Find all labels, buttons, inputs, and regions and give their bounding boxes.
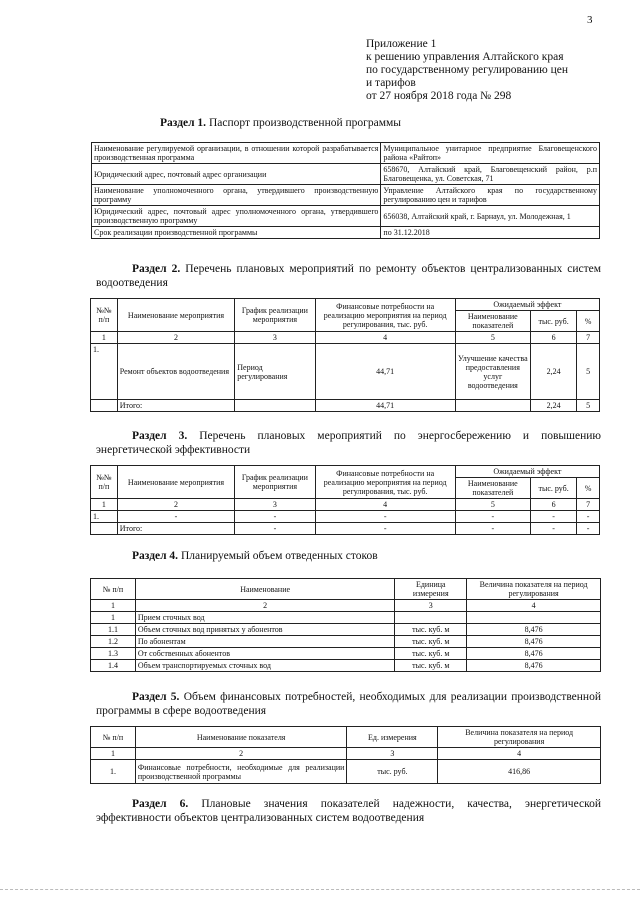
col-header: Наименование: [135, 579, 394, 600]
cell: -: [577, 523, 600, 535]
table-row: [92, 164, 600, 185]
section6-title: Плановые значения показателей надежности, качества, энергетической эффективности объектов централизованных систем водоотведения: [96, 798, 601, 824]
cell: -: [235, 523, 315, 535]
table-row: [92, 185, 600, 206]
col-number: 7: [577, 499, 600, 511]
cell: [91, 523, 118, 535]
table-row: [91, 612, 601, 624]
cell: -: [577, 511, 600, 523]
table-row: [91, 648, 601, 660]
column-number-row: [91, 332, 600, 344]
cell: 8,476: [467, 624, 601, 636]
col-number: 3: [235, 332, 315, 344]
col-header: № п/п: [91, 727, 136, 748]
section2-heading: [96, 262, 601, 290]
col-number: 4: [467, 600, 601, 612]
col-number: 1: [91, 499, 118, 511]
total-row: [91, 523, 600, 535]
cell: Ремонт объектов водоотведения: [117, 344, 234, 400]
cell: 2,24: [530, 400, 576, 412]
cell: тыс. куб. м: [395, 636, 467, 648]
col-header: тыс. руб.: [530, 478, 576, 499]
column-number-row: [91, 499, 600, 511]
table-row: [91, 344, 600, 400]
passport-value: Управление Алтайского края по государственному регулированию цен и тарифов: [381, 185, 600, 206]
col-header: %: [577, 478, 600, 499]
col-header: Наименование мероприятия: [117, 299, 234, 332]
passport-table: [91, 142, 600, 239]
appendix-line: к решению управления Алтайского края: [366, 51, 564, 63]
col-header: Наименование показателя: [135, 727, 347, 748]
cell: тыс. куб. м: [395, 624, 467, 636]
col-number: 2: [135, 748, 347, 760]
passport-value: по 31.12.2018: [381, 227, 600, 239]
cell: 8,476: [467, 648, 601, 660]
cell: По абонентам: [135, 636, 394, 648]
effluent-table: [90, 578, 601, 672]
cell: -: [235, 511, 315, 523]
appendix-line: Приложение 1: [366, 38, 437, 50]
col-header: Финансовые потребности на реализацию мероприятия на период регулирования, тыс. руб.: [315, 299, 455, 332]
table-row: [92, 227, 600, 239]
column-number-row: [91, 748, 601, 760]
table-row: [91, 624, 601, 636]
energy-table: [90, 465, 600, 535]
col-header: Наименование мероприятия: [117, 466, 234, 499]
cell: [235, 400, 315, 412]
passport-label: Юридический адрес, почтовый адрес уполномоченного органа, утвердившего производственную программу: [92, 206, 381, 227]
passport-value: Муниципальное унитарное предприятие Благовещенского района «Райтоп»: [381, 143, 600, 164]
cell: 1.1: [91, 624, 136, 636]
section1-heading: [160, 116, 401, 130]
col-header: Ожидаемый эффект: [455, 466, 599, 478]
cell: Улучшение качества предоставления услуг водоотведения: [455, 344, 530, 400]
cell: 1: [91, 612, 136, 624]
cell: -: [455, 523, 530, 535]
col-header: Величина показателя на период регулирования: [438, 727, 601, 748]
col-header: № п/п: [91, 579, 136, 600]
passport-label: Наименование уполномоченного органа, утвердившего производственную программу: [92, 185, 381, 206]
table-row: [92, 143, 600, 164]
cell: От собственных абонентов: [135, 648, 394, 660]
col-number: 5: [455, 332, 530, 344]
passport-value: 656038, Алтайский край, г. Барнаул, ул. Молодежная, 1: [381, 206, 600, 227]
section3-title: Перечень плановых мероприятий по энергосбережению и повышению энергетической эффективности: [96, 430, 602, 456]
section1-number: Раздел 1.: [160, 117, 207, 129]
col-number: 2: [117, 332, 234, 344]
cell: -: [315, 523, 455, 535]
cell: 416,86: [438, 760, 601, 784]
cell: тыс. куб. м: [395, 660, 467, 672]
section2-number: Раздел 2.: [132, 263, 181, 275]
cell: 1.2: [91, 636, 136, 648]
table-header-row: [91, 579, 601, 600]
cell: [91, 400, 118, 412]
section5-title: Объем финансовых потребностей, необходимых для реализации производственной программы в сфере водоотведения: [96, 691, 601, 717]
col-header: Единица измерения: [395, 579, 467, 600]
column-number-row: [91, 600, 601, 612]
col-number: 1: [91, 332, 118, 344]
table-row: [92, 206, 600, 227]
table-header-row: [91, 727, 601, 748]
col-number: 3: [395, 600, 467, 612]
section4-title: Планируемый объем отведенных стоков: [180, 550, 378, 562]
col-number: 4: [315, 499, 455, 511]
repair-table: [90, 298, 600, 412]
col-number: 3: [347, 748, 438, 760]
cell: 5: [577, 344, 600, 400]
col-header: Наименование показателей: [455, 478, 530, 499]
finance-table: [90, 726, 601, 784]
cell: [455, 400, 530, 412]
col-header: Наименование показателей: [455, 311, 530, 332]
col-number: 3: [235, 499, 315, 511]
total-row: [91, 400, 600, 412]
section4-heading: [132, 549, 378, 563]
col-number: 7: [577, 332, 600, 344]
appendix-header: [366, 38, 568, 103]
cell: 5: [577, 400, 600, 412]
cell: Объем сточных вод принятых у абонентов: [135, 624, 394, 636]
cell: [395, 612, 467, 624]
cell: 1.4: [91, 660, 136, 672]
cell: Итого:: [117, 400, 234, 412]
cell: Итого:: [117, 523, 234, 535]
cell: 44,71: [315, 400, 455, 412]
col-header: Финансовые потребности на реализацию мероприятия на период регулирования, тыс. руб.: [315, 466, 455, 499]
appendix-line: и тарифов: [366, 77, 416, 89]
cell: 8,476: [467, 636, 601, 648]
col-header: Величина показателя на период регулирования: [467, 579, 601, 600]
col-number: 1: [91, 748, 136, 760]
table-row: [91, 660, 601, 672]
col-number: 1: [91, 600, 136, 612]
col-number: 5: [455, 499, 530, 511]
col-header: Ожидаемый эффект: [455, 299, 599, 311]
col-number: 2: [135, 600, 394, 612]
cell: -: [530, 511, 576, 523]
cell: -: [530, 523, 576, 535]
cell: [467, 612, 601, 624]
page-edge-divider: [0, 889, 640, 890]
col-header: тыс. руб.: [530, 311, 576, 332]
col-header: График реализации мероприятия: [235, 466, 315, 499]
section6-heading: [96, 797, 601, 825]
table-row: [91, 511, 600, 523]
cell: 8,476: [467, 660, 601, 672]
col-header: График реализации мероприятия: [235, 299, 315, 332]
col-header: Ед. измерения: [347, 727, 438, 748]
col-header: №№ п/п: [91, 299, 118, 332]
section5-number: Раздел 5.: [132, 691, 180, 703]
appendix-line: от 27 ноября 2018 года № 298: [366, 90, 512, 102]
table-header-row: [91, 299, 600, 311]
cell: -: [455, 511, 530, 523]
section6-number: Раздел 6.: [132, 798, 189, 810]
passport-label: Юридический адрес, почтовый адрес организации: [92, 164, 381, 185]
table-row: [91, 636, 601, 648]
cell: 2,24: [530, 344, 576, 400]
table-row: [91, 760, 601, 784]
section3-number: Раздел 3.: [132, 430, 188, 442]
cell: Объем транспортируемых сточных вод: [135, 660, 394, 672]
cell: 1.: [91, 760, 136, 784]
cell: 44,71: [315, 344, 455, 400]
passport-label: Срок реализации производственной программы: [92, 227, 381, 239]
cell: тыс. куб. м: [395, 648, 467, 660]
col-number: 4: [438, 748, 601, 760]
cell: Период регулирования: [235, 344, 315, 400]
col-number: 6: [530, 499, 576, 511]
appendix-line: по государственному регулированию цен: [366, 64, 569, 76]
col-header: №№ п/п: [91, 466, 118, 499]
page-number: 3: [587, 14, 593, 26]
col-number: 6: [530, 332, 576, 344]
cell: 1.: [91, 344, 118, 400]
col-number: 2: [117, 499, 234, 511]
section2-title: Перечень плановых мероприятий по ремонту объектов централизованных систем водоотведения: [96, 263, 602, 289]
table-header-row: [91, 466, 600, 478]
section1-title: Паспорт производственной программы: [208, 117, 402, 129]
cell: Финансовые потребности, необходимые для реализации производственной программы: [135, 760, 347, 784]
col-number: 4: [315, 332, 455, 344]
section3-heading: [96, 429, 601, 457]
cell: 1.3: [91, 648, 136, 660]
cell: Прием сточных вод: [135, 612, 394, 624]
cell: -: [315, 511, 455, 523]
cell: тыс. руб.: [347, 760, 438, 784]
section5-heading: [96, 690, 601, 718]
cell: 1.: [91, 511, 118, 523]
col-header: %: [577, 311, 600, 332]
passport-label: Наименование регулируемой организации, в отношении которой разрабатывается производственная программа: [92, 143, 381, 164]
passport-value: 658670, Алтайский край, Благовещенский район, р.п Благовещенка, ул. Советская, 71: [381, 164, 600, 185]
cell: -: [117, 511, 234, 523]
section4-number: Раздел 4.: [132, 550, 179, 562]
